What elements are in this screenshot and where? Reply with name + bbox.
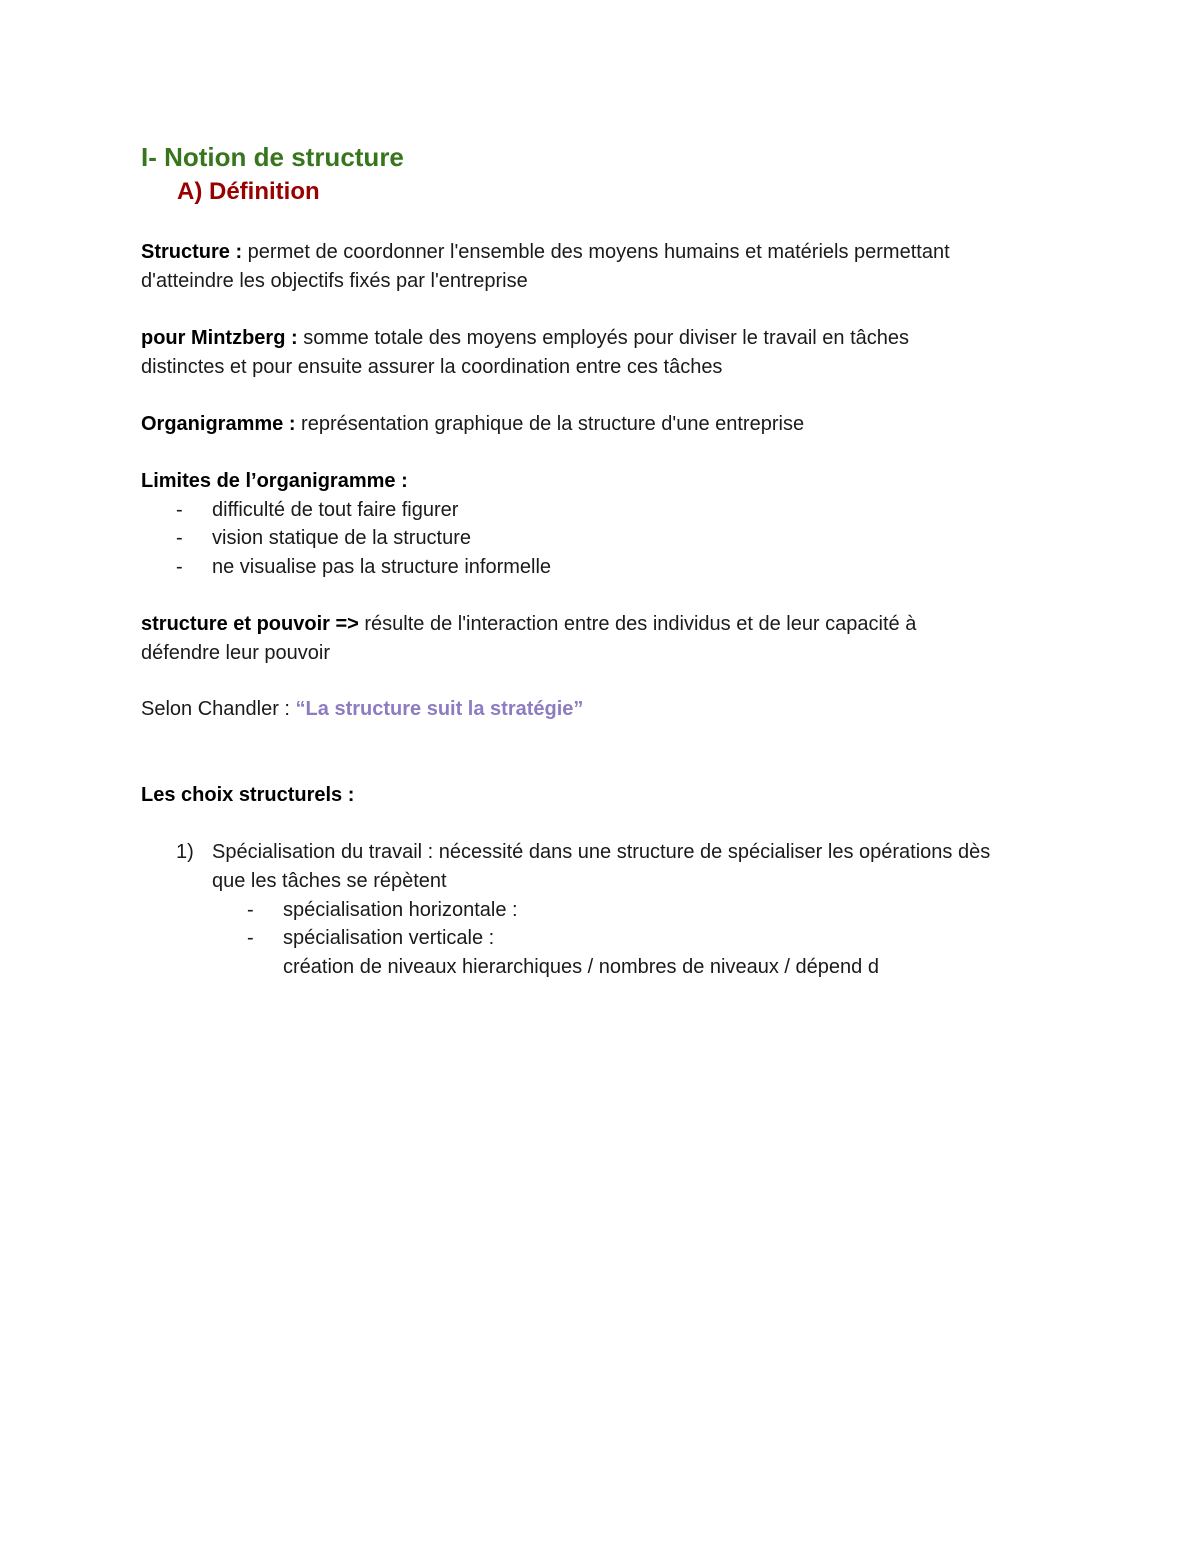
limites-heading: Limites de l’organigramme : [141,470,408,492]
chandler-line [141,695,583,723]
organigramme-text: représentation graphique de la structure d'une entreprise [295,413,805,435]
mintzberg-text-line1: somme totale des moyens employés pour diviser le travail en tâches [297,327,910,349]
pouvoir-term: structure et pouvoir => [141,613,359,635]
sub-list-item: spécialisation verticale : [283,927,495,949]
list-item: ne visualise pas la structure informelle [212,556,552,578]
structure-text-line1: permet de coordonner l'ensemble des moyens humains et matériels permettant [242,241,950,263]
list-dash: - [247,927,254,949]
choix-heading: Les choix structurels : [141,784,355,806]
mintzberg-text-line2: distinctes et pour ensuite assurer la coordination entre ces tâches [141,356,723,378]
structure-definition [141,238,950,266]
list-dash: - [176,556,183,578]
list-dash: - [247,899,254,921]
pouvoir-text-line1: résulte de l'interaction entre des individus et de leur capacité à [358,613,917,635]
section-heading: I- Notion de structure [141,142,404,172]
pouvoir-text-line2: défendre leur pouvoir [141,642,331,664]
organigramme-definition [141,410,804,438]
mintzberg-definition [141,324,909,352]
list-number: 1) [176,841,194,863]
sub-list-item: spécialisation horizontale : [283,899,518,921]
subsection-heading: A) Définition [177,178,320,205]
structure-text-line2: d'atteindre les objectifs fixés par l'entreprise [141,270,528,292]
structure-term: Structure : [141,241,243,263]
pouvoir-definition [141,610,916,638]
choix-item-line1: Spécialisation du travail : nécessité dans une structure de spécialiser les opérations dès [212,841,991,863]
list-item: vision statique de la structure [212,527,472,549]
chandler-prefix: Selon Chandler : [141,698,296,720]
chandler-quote: “La structure suit la stratégie” [295,698,584,720]
list-item: difficulté de tout faire figurer [212,499,459,521]
sub-list-continuation: création de niveaux hierarchiques / nombres de niveaux / dépend d [283,956,879,978]
list-dash: - [176,527,183,549]
list-dash: - [176,499,183,521]
mintzberg-term: pour Mintzberg : [141,327,298,349]
choix-item-line2: que les tâches se répètent [212,870,447,892]
organigramme-term: Organigramme : [141,413,296,435]
